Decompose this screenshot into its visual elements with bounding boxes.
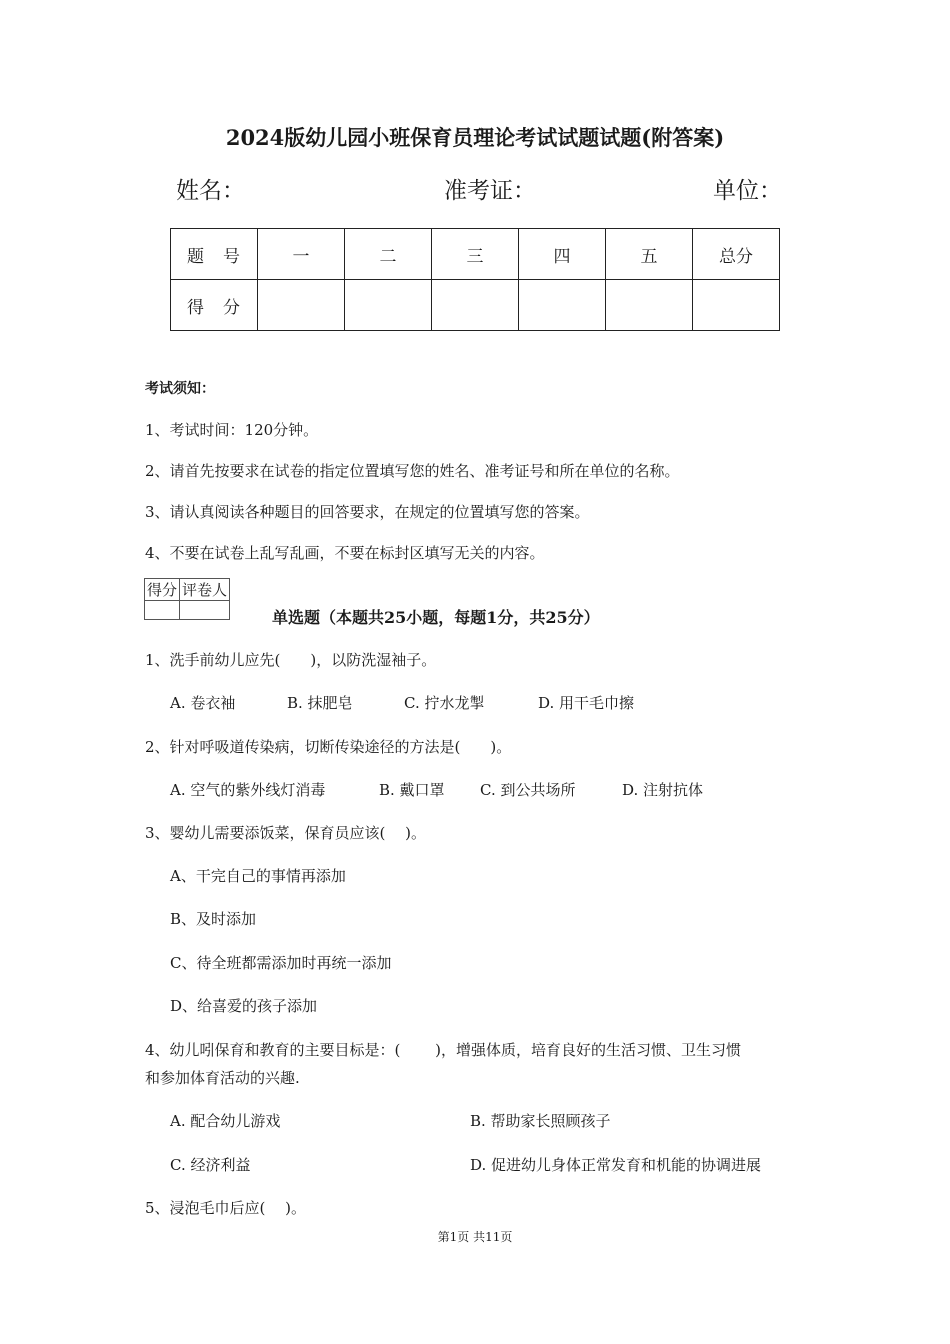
question-stem: 1、洗手前幼儿应先( )，以防洗湿袖子。	[145, 651, 437, 669]
question-option: C、待全班都需添加时再统一添加	[170, 954, 392, 972]
notice-item: 4、不要在试卷上乱写乱画，不要在标封区填写无关的内容。	[145, 544, 545, 562]
question-option: D、给喜爱的孩子添加	[170, 997, 318, 1015]
page-title: 2024版幼儿园小班保育员理论考试试题试题(附答案)	[225, 125, 725, 150]
grader-box	[144, 578, 230, 620]
score-cell	[606, 280, 693, 331]
question-option: D. 注射抗体	[622, 781, 704, 799]
score-header-cell: 五	[606, 229, 693, 280]
score-table-score-row	[171, 280, 780, 331]
score-header-cell: 题 号	[171, 229, 258, 280]
score-cell	[258, 280, 345, 331]
score-cell	[693, 280, 780, 331]
unit-label: 单位：	[713, 178, 782, 204]
grader-score-cell	[145, 601, 180, 620]
question-option: D. 用干毛巾擦	[538, 694, 635, 712]
question-option: B. 抹肥皂	[287, 694, 353, 712]
exam-id-label: 准考证：	[444, 178, 536, 204]
question-stem: 2、针对呼吸道传染病，切断传染途径的方法是( )。	[145, 738, 512, 756]
score-cell	[432, 280, 519, 331]
score-header-cell: 总分	[693, 229, 780, 280]
score-header-cell: 四	[519, 229, 606, 280]
question-option: A. 空气的紫外线灯消毒	[170, 781, 326, 799]
score-row-label: 得 分	[171, 280, 258, 331]
question-option: C. 经济利益	[170, 1156, 251, 1174]
section-title: 单选题（本题共25小题，每题1分，共25分）	[272, 608, 600, 627]
notice-title: 考试须知：	[145, 381, 215, 397]
score-table-header-row	[171, 229, 780, 280]
question-option: C. 到公共场所	[480, 781, 576, 799]
question-stem: 5、浸泡毛巾后应( )。	[145, 1199, 307, 1217]
question-option: B、及时添加	[170, 910, 257, 928]
name-label: 姓名：	[176, 178, 245, 204]
page-footer: 第1页 共11页	[437, 1230, 513, 1244]
question-stem-continued: 和参加体育活动的兴趣.	[145, 1069, 300, 1087]
score-cell	[345, 280, 432, 331]
grader-name-label: 评卷人	[180, 579, 230, 601]
question-option: B. 帮助家长照顾孩子	[470, 1112, 611, 1130]
question-option: A、干完自己的事情再添加	[170, 867, 346, 885]
grader-score-label: 得分	[145, 579, 180, 601]
question-stem: 4、幼儿吲保育和教育的主要目标是：( )，增强体质，培育良好的生活习惯、卫生习惯	[145, 1041, 742, 1059]
question-stem: 3、婴幼儿需要添饭菜，保育员应该( )。	[145, 824, 427, 842]
question-option: D. 促进幼儿身体正常发育和机能的协调进展	[470, 1156, 762, 1174]
question-option: A. 配合幼儿游戏	[170, 1112, 281, 1130]
question-option: B. 戴口罩	[379, 781, 445, 799]
score-header-cell: 一	[258, 229, 345, 280]
score-table	[170, 228, 780, 331]
question-option: A. 卷衣袖	[170, 694, 236, 712]
question-option: C. 拧水龙掣	[404, 694, 485, 712]
score-cell	[519, 280, 606, 331]
notice-item: 1、考试时间：120分钟。	[145, 421, 319, 439]
score-header-cell: 二	[345, 229, 432, 280]
notice-item: 2、请首先按要求在试卷的指定位置填写您的姓名、准考证号和所在单位的名称。	[145, 462, 680, 480]
score-header-cell: 三	[432, 229, 519, 280]
grader-name-cell	[180, 601, 230, 620]
notice-item: 3、请认真阅读各种题目的回答要求，在规定的位置填写您的答案。	[145, 503, 590, 521]
